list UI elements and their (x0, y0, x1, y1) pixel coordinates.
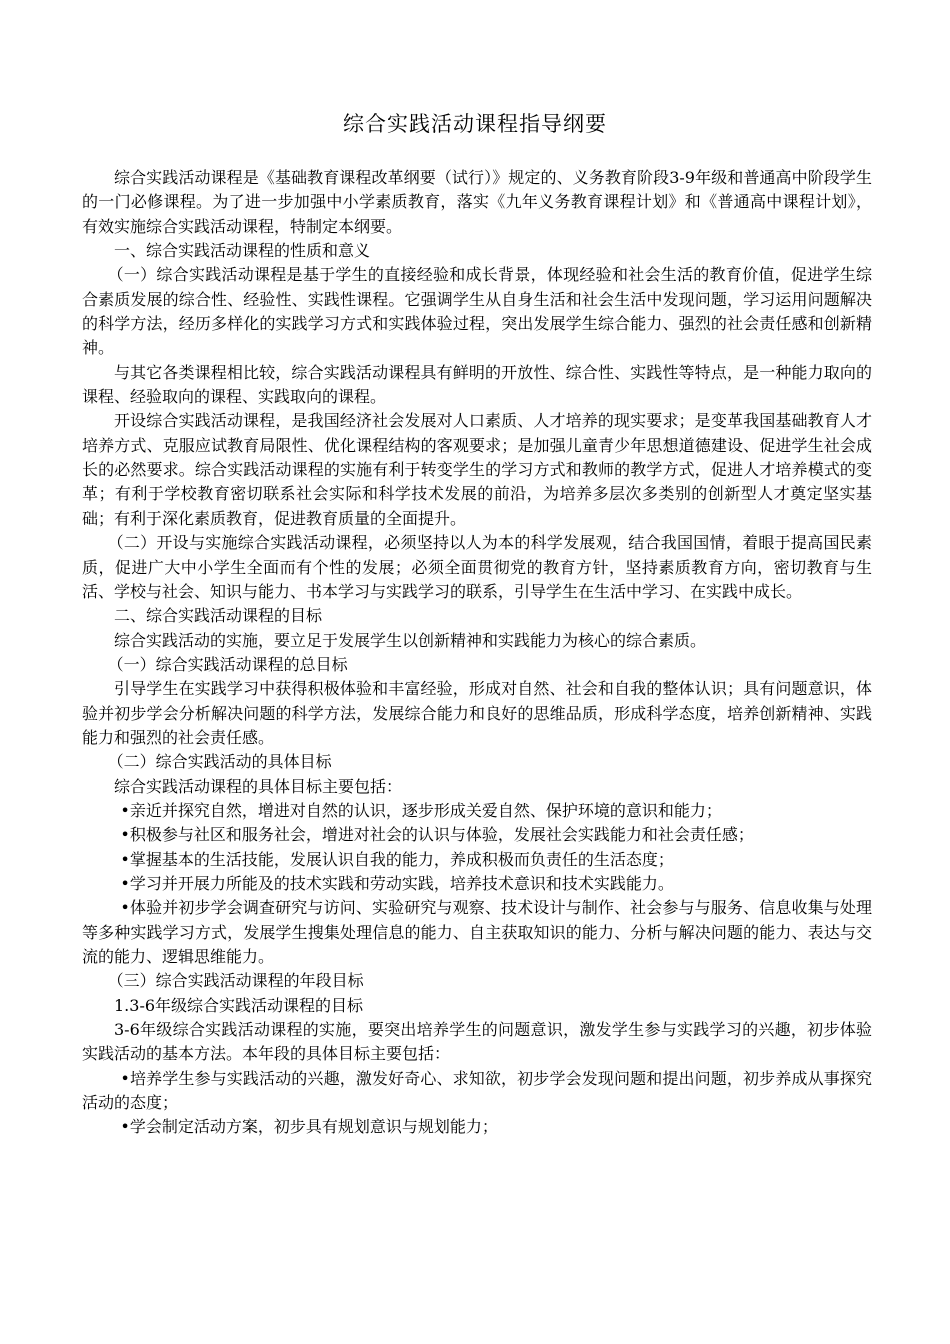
paragraph-intro: 综合实践活动课程是《基础教育课程改革纲要（试行）》规定的、义务教育阶段3-9年级和普通高中阶段学生的一门必修课程。为了进一步加强中小学素质教育，落实《九年义务教育课程计划》和《普通高中课程计划》，有效实施综合实践活动课程，特制定本纲要。 (82, 168, 872, 236)
subheading-specific-goals: （二）综合实践活动的具体目标 (107, 752, 332, 772)
paragraph-specific-intro: 综合实践活动课程的具体目标主要包括： (114, 776, 403, 796)
paragraph-nature-1: （一）综合实践活动课程是基于学生的直接经验和成长背景，体现经验和社会生活的教育价值，促进学生综合素质发展的综合性、经验性、实践性课程。它强调学生从自身生活和社会生活中发现问题，学习运用问题解决的科学方法，经历多样化的实践学习方式和实践体验过程，突出发展学生综合能力、强烈的社会责任感和创新精神。 (82, 265, 872, 358)
bullet-item: •掌握基本的生活技能，发展认识自我的能力，养成积极而负责任的生活态度； (120, 849, 674, 869)
subheading-overall-goal: （一）综合实践活动课程的总目标 (107, 654, 348, 674)
section-heading-2: 二、综合实践活动课程的目标 (114, 606, 323, 626)
paragraph-nature-2: 与其它各类课程相比较，综合实践活动课程具有鲜明的开放性、综合性、实践性等特点，是一种能力取向的课程、经验取向的课程、实践取向的课程。 (82, 362, 872, 407)
paragraph-grade-3-6: 3-6年级综合实践活动课程的实施，要突出培养学生的问题意识，激发学生参与实践学习的兴趣，初步体验实践活动的基本方法。本年段的具体目标主要包括： (82, 1020, 872, 1064)
paragraph-goal-intro: 综合实践活动的实施，要立足于发展学生以创新精神和实践能力为核心的综合素质。 (114, 630, 707, 650)
paragraph-overall-goal: 引导学生在实践学习中获得积极体验和丰富经验，形成对自然、社会和自我的整体认识；具有问题意识，体验并初步学会分析解决问题的科学方法，发展综合能力和良好的思维品质，形成科学态度，培养创新精神、实践能力和强烈的社会责任感。 (82, 679, 872, 747)
paragraph-principles: （二）开设与实施综合实践活动课程，必须坚持以人为本的科学发展观，结合我国国情，着眼于提高国民素质，促进广大中小学生全面而有个性的发展；必须全面贯彻党的教育方针，坚持素质教育方向，密切教育与生活、学校与社会、知识与能力、书本学习与实践学习的联系，引导学生在生活中学习、在实践中成长。 (82, 533, 872, 601)
section-heading-1: 一、综合实践活动课程的性质和意义 (114, 241, 371, 261)
document-title: 综合实践活动课程指导纲要 (343, 112, 607, 136)
bullet-item: •学习并开展力所能及的技术实践和劳动实践，培养技术意识和技术实践能力。 (120, 873, 674, 893)
paragraph-significance: 开设综合实践活动课程，是我国经济社会发展对人口素质、人才培养的现实要求；是变革我国基础教育人才培养方式、克服应试教育局限性、优化课程结构的客观要求；是加强儿童青少年思想道德建设、促进学生社会成长的必然要求。综合实践活动课程的实施有利于转变学生的学习方式和教师的教学方式，促进人才培养模式的变革；有利于学校教育密切联系社会实际和科学技术发展的前沿，为培养多层次多类别的创新型人才奠定坚实基础；有利于深化素质教育，促进教育质量的全面提升。 (82, 411, 872, 528)
bullet-item: •培养学生参与实践活动的兴趣，激发好奇心、求知欲，初步学会发现问题和提出问题，初步养成从事探究活动的态度； (82, 1068, 872, 1113)
bullet-item: •学会制定活动方案，初步具有规划意识与规划能力； (120, 1117, 498, 1137)
subheading-stage-goals: （三）综合实践活动课程的年段目标 (107, 971, 364, 991)
bullet-item: •亲近并探究自然，增进对自然的认识，逐步形成关爱自然、保护环境的意识和能力； (120, 800, 722, 820)
bullet-item: •体验并初步学会调查研究与访问、实验研究与观察、技术设计与制作、社会参与与服务、信息收集与处理等多种实践学习方式，发展学生搜集处理信息的能力、自主获取知识的能力、分析与解决问题的能力、表达与交流的能力、逻辑思维能力。 (82, 898, 872, 966)
bullet-item: •积极参与社区和服务社会，增进对社会的认识与体验，发展社会实践能力和社会责任感； (120, 825, 754, 845)
document-body (82, 166, 872, 1140)
subheading-grade-3-6: 1.3-6年级综合实践活动课程的目标 (114, 995, 364, 1015)
